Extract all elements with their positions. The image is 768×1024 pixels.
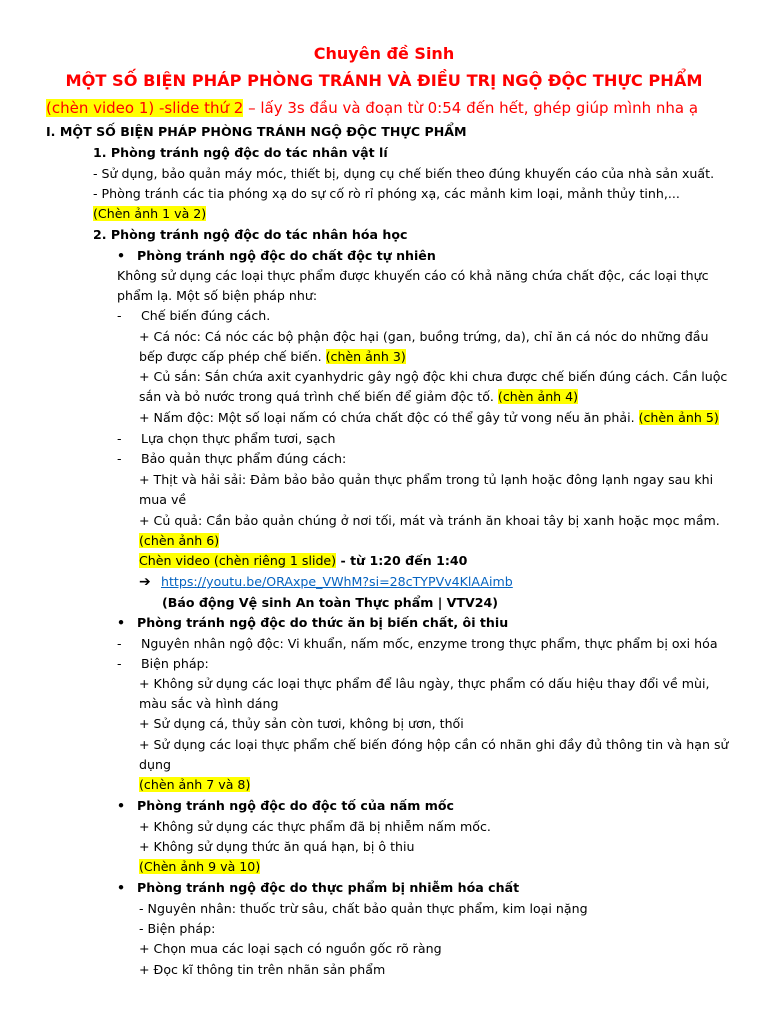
pufferfish-line-2: bếp được cấp phép chế biến. (chèn ảnh 3) — [139, 349, 406, 364]
spoiled-measures: - Biện pháp: — [117, 656, 209, 671]
section-1-heading: I. MỘT SỐ BIỆN PHÁP PHÒNG TRÁNH NGỘ ĐỘC THỰC PHẨM — [46, 124, 467, 139]
video-source: (Báo động Vệ sinh An toàn Thực phẩm | VTV24) — [162, 595, 499, 610]
bullet-mold-toxins: • Phòng tránh ngộ độc do độc tố của nấm mốc — [117, 798, 454, 813]
meat-line-1: + Thịt và hải sải: Đảm bảo bảo quản thực phẩm trong tủ lạnh hoặc đông lạnh ngay sau khi — [139, 472, 714, 487]
image-9-10-note: (Chèn ảnh 9 và 10) — [139, 859, 261, 874]
dash-item-fresh: - Lựa chọn thực phẩm tươi, sạch — [117, 431, 336, 446]
right-arrow-icon: ➔ — [139, 574, 151, 590]
bullet-natural-toxins: • Phòng tránh ngộ độc do chất độc tự nhiên — [117, 248, 436, 263]
image-6-note: (chèn ảnh 6) — [139, 533, 220, 548]
bullet-icon: • — [117, 615, 126, 630]
spoiled-measure-1-line-1: + Không sử dụng các loại thực phẩm để lâu ngày, thực phẩm có dấu hiệu thay đổi về mùi, — [139, 676, 710, 691]
subsection-physical-heading: 1. Phòng tránh ngộ độc do tác nhân vật lí — [93, 145, 388, 160]
video-2-note: Chèn video (chèn riêng 1 slide) - từ 1:20 đến 1:40 — [139, 553, 468, 568]
chemical-line-3: + Chọn mua các loại sạch có nguồn gốc rõ ràng — [139, 941, 442, 956]
document-title: Chuyên đề Sinh — [313, 44, 455, 63]
video-note-text: – lấy 3s đầu và đoạn từ 0:54 đến hết, ghép giúp mình nha ạ — [243, 99, 699, 117]
subsection-chemical-heading: 2. Phòng tránh ngộ độc do tác nhân hóa học — [93, 227, 408, 242]
mold-line-2: + Không sử dụng thức ăn quá hạn, bị ô thiu — [139, 839, 415, 854]
natural-paragraph-2: phẩm lạ. Một số biện pháp như: — [117, 288, 318, 303]
chemical-line-4: + Đọc kĩ thông tin trên nhãn sản phẩm — [139, 962, 386, 977]
dash-item-cook: - Chế biến đúng cách. — [117, 308, 271, 323]
bullet-icon: • — [117, 798, 126, 813]
spoiled-measure-3-line-1: + Sử dụng các loại thực phẩm chế biến đóng hộp cần có nhãn ghi đầy đủ thông tin và hạn sử — [139, 737, 729, 752]
spoiled-measure-2: + Sử dụng cá, thủy sản còn tươi, không bị ươn, thối — [139, 716, 464, 731]
vegetables-line: + Củ quả: Cần bảo quản chúng ở nơi tối, mát và tránh ăn khoai tây bị xanh hoặc mọc mầm. — [139, 513, 720, 528]
pufferfish-line-1: + Cá nóc: Cá nóc các bộ phận độc hại (gan, buồng trứng, da), chỉ ăn cá nóc do những đầu — [139, 329, 709, 344]
physical-line-1: - Sử dụng, bảo quản máy móc, thiết bị, dụng cụ chế biến theo đúng khuyến cáo của nhà sản xuất. — [93, 166, 715, 181]
bullet-icon: • — [117, 248, 126, 263]
spoiled-measure-1-line-2: màu sắc và hình dáng — [139, 696, 279, 711]
video-note — [46, 100, 698, 116]
bullet-icon: • — [117, 880, 126, 895]
bullet-spoiled-food: • Phòng tránh ngộ độc do thức ăn bị biến chất, ôi thiu — [117, 615, 509, 630]
video-link-line — [139, 574, 513, 590]
cassava-line-1: + Củ sắn: Sắn chứa axit cyanhydric gây ngộ độc khi chưa được chế biến đúng cách. Cần luộc — [139, 369, 728, 384]
dash-item-storage: - Bảo quản thực phẩm đúng cách: — [117, 451, 347, 466]
bullet-chemical-contamination: • Phòng tránh ngộ độc do thực phẩm bị nhiễm hóa chất — [117, 880, 520, 895]
image-5-note: (chèn ảnh 5) — [638, 410, 719, 425]
natural-paragraph-1: Không sử dụng các loại thực phẩm được khuyến cáo có khả năng chứa chất độc, các loại thực — [117, 268, 709, 283]
physical-note: (Chèn ảnh 1 và 2) — [93, 206, 207, 221]
spoiled-measure-3-line-2: dụng — [139, 757, 171, 772]
physical-line-2: - Phòng tránh các tia phóng xạ do sự cố rò rỉ phóng xạ, các mảnh kim loại, mảnh thủy tinh,... — [93, 186, 680, 201]
chemical-line-2: - Biện pháp: — [139, 921, 216, 936]
main-title: MỘT SỐ BIỆN PHÁP PHÒNG TRÁNH VÀ ĐIỀU TRỊ NGỘ ĐỘC THỰC PHẨM — [65, 71, 703, 90]
chemical-line-1: - Nguyên nhân: thuốc trừ sâu, chất bảo quản thực phẩm, kim loại nặng — [139, 901, 588, 916]
video-link[interactable]: https://youtu.be/ORAxpe_VWhM?si=28cTYPVv4KlAAimb — [161, 574, 513, 589]
mushroom-line: + Nấm độc: Một số loại nấm có chứa chất độc có thể gây tử vong nếu ăn phải. (chèn ảnh 5) — [139, 410, 719, 425]
cassava-line-2: sắn và bỏ nước trong quá trình chế biến để giảm độc tố. (chèn ảnh 4) — [139, 389, 579, 404]
image-3-note: (chèn ảnh 3) — [325, 349, 406, 364]
video-note-highlight: (chèn video 1) -slide thứ 2 — [46, 99, 244, 117]
mold-line-1: + Không sử dụng các thực phẩm đã bị nhiễm nấm mốc. — [139, 819, 491, 834]
meat-line-2: mua về — [139, 492, 187, 507]
spoiled-cause: - Nguyên nhân ngộ độc: Vi khuẩn, nấm mốc, enzyme trong thực phẩm, thực phẩm bị oxi hóa — [117, 636, 718, 651]
image-7-8-note: (chèn ảnh 7 và 8) — [139, 777, 251, 792]
image-4-note: (chèn ảnh 4) — [497, 389, 579, 404]
